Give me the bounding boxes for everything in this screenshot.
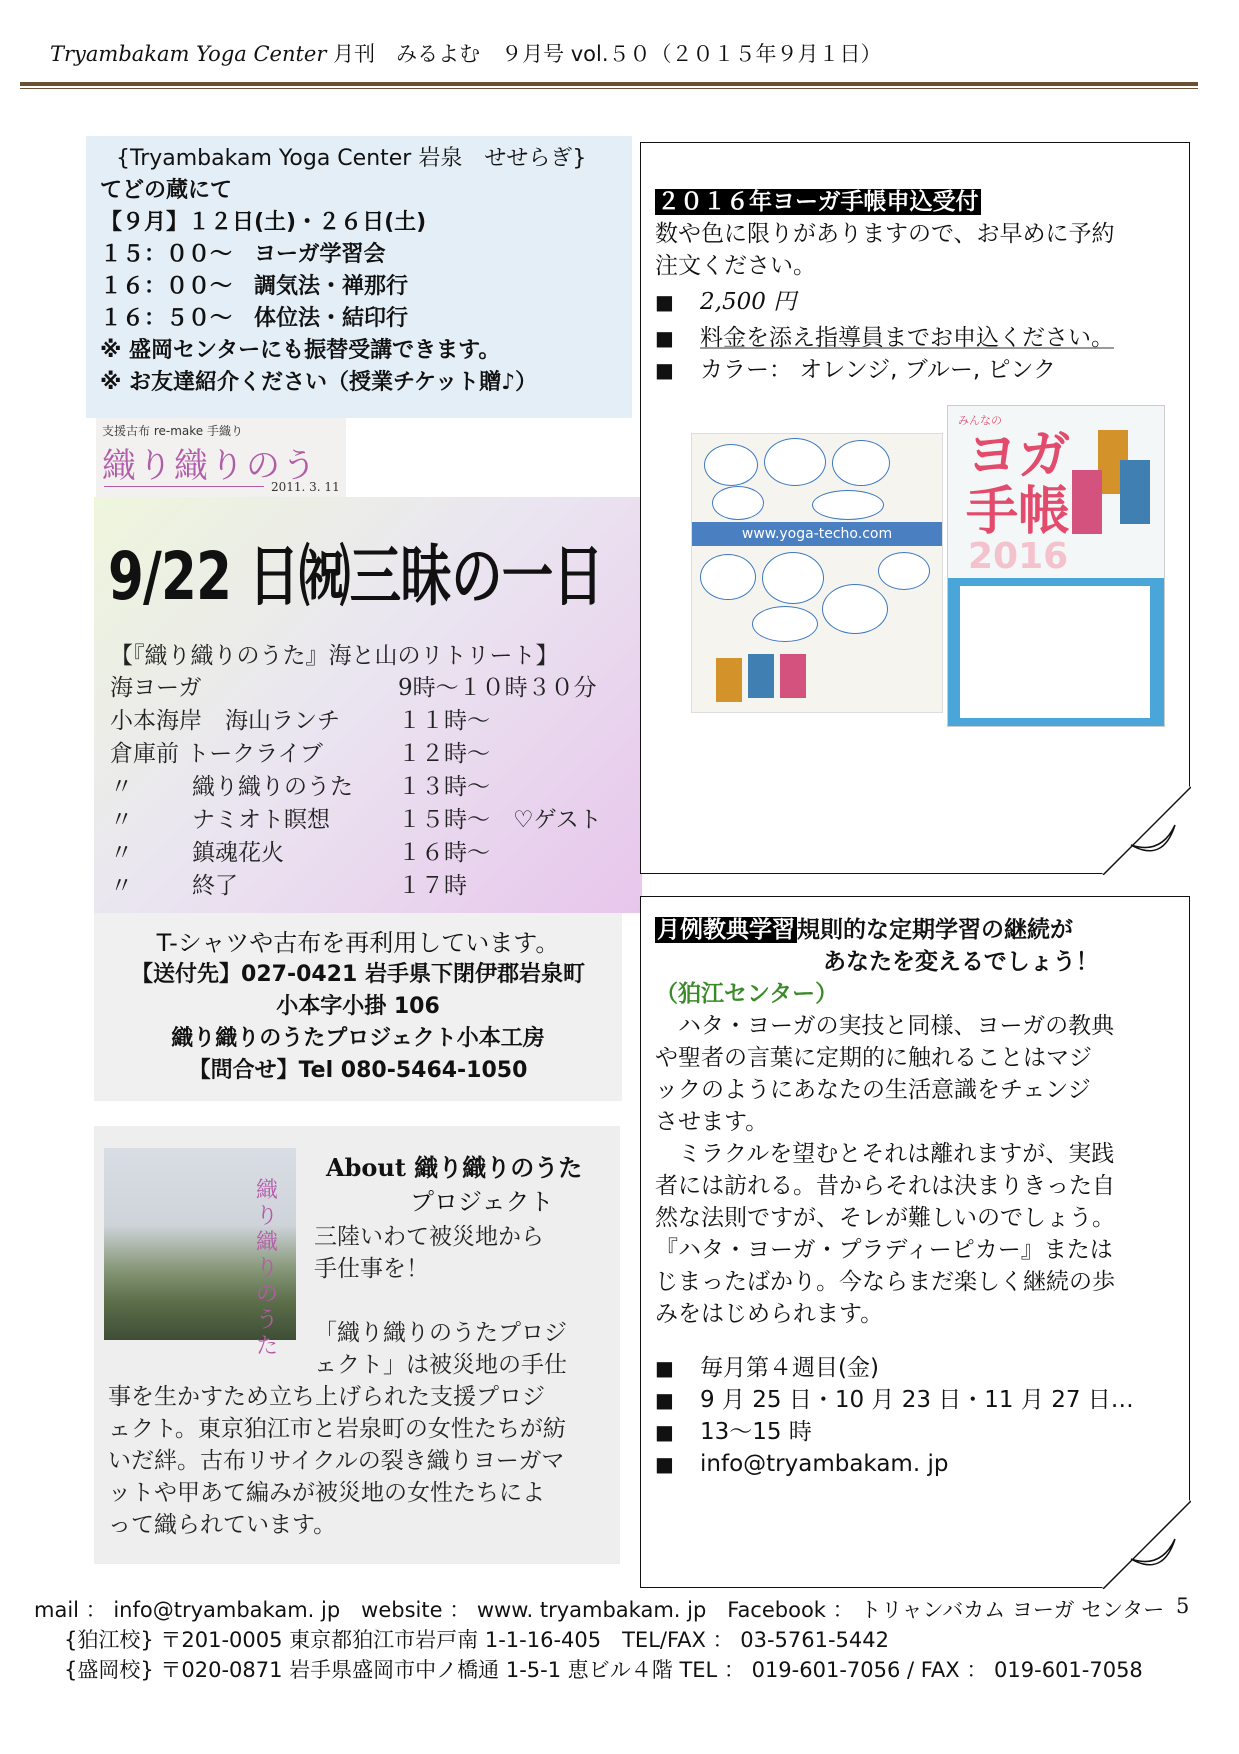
study-detail-item: ■ 9 月 25 日・10 月 23 日・11 月 27 日…: [655, 1387, 1134, 1413]
event-sub-activity: ナミオト瞑想: [192, 807, 330, 833]
iwaizumi-note-2: ※ お友達紹介ください（授業チケット贈♪）: [100, 370, 538, 395]
page-curl-icon: [1101, 1499, 1191, 1589]
event-title: 9/22 日㈷三昧の一日: [108, 538, 604, 615]
event-activity: 倉庫前 トークライブ: [110, 741, 323, 767]
about-side-4: ェクト」は被災地の手仕: [314, 1352, 567, 1378]
speech-bubble-icon: [704, 444, 758, 486]
iwaizumi-dates: 【９月】１２日(土)・２６日(土): [100, 210, 427, 235]
event-activity: 〃: [110, 873, 133, 899]
yoga-techo-image: [691, 405, 1163, 745]
iwaizumi-note-1: ※ 盛岡センターにも振替受講できます。: [100, 338, 501, 363]
bullet-square-icon: ■: [655, 1356, 674, 1380]
techo-price: ■ 2,500 円: [655, 289, 797, 315]
event-sub-activity: 終了: [192, 873, 238, 899]
study-paragraph-line: ハタ・ヨーガの実技と同様、ヨーガの教典: [655, 1013, 1115, 1039]
study-headline-2: あなたを変えるでしょう！: [823, 949, 1099, 975]
event-sub-activity: 鎮魂花火: [192, 840, 284, 866]
study-paragraph-line: 『ハタ・ヨーガ・プラディーピカー』または: [655, 1237, 1113, 1263]
cover-calendar: [948, 578, 1164, 726]
event-row: [110, 834, 630, 864]
page-curl-icon: [1101, 785, 1191, 875]
cover-title: ヨガ 手帳: [966, 426, 1071, 542]
study-paragraph-line: ミラクルを望むとそれは離れますが、実践: [655, 1141, 1115, 1167]
brand-name: Tryambakam Yoga Center: [50, 42, 327, 66]
event-activity: 小本海岸 海山ランチ: [110, 708, 340, 734]
about-body-4: ットや甲あて編みが被災地の女性たちによ: [108, 1480, 545, 1506]
study-paragraph-line: や聖者の言葉に定期的に触れることはマジ: [655, 1045, 1092, 1071]
orioriuta-logo: [96, 418, 346, 498]
event-row: [110, 735, 630, 765]
logo-tagline: 支援古布 re-make 手織り: [102, 424, 243, 438]
bullet-square-icon: ■: [655, 290, 674, 314]
iwaizumi-time-1: １５：００～ ヨーガ学習会: [100, 242, 386, 267]
techo-apply: ■ 料金を添え指導員までお申込ください。: [655, 325, 1114, 351]
about-heading-2: プロジェクト: [410, 1188, 554, 1216]
speech-bubble-icon: [764, 438, 826, 486]
event-time: １２時～: [398, 741, 490, 767]
page-number: 5: [1176, 1594, 1190, 1618]
study-headline: 月例教典学習規則的な定期学習の継続が: [657, 917, 1073, 943]
photo-caption: 織り織りのうた: [256, 1178, 279, 1359]
header-rule-thin: [20, 88, 1198, 89]
ship-intro: T-シャツや古布を再利用しています。: [156, 929, 560, 957]
notebook-blue: [1120, 460, 1150, 524]
techo-url: www.yoga-techo.com: [692, 522, 942, 546]
about-side-3: 「織り織りのうたプロジ: [314, 1320, 567, 1346]
event-subtitle: 【『織り織りのうた』海と山のリトリート】: [110, 643, 559, 669]
about-side-2: 手仕事を！: [314, 1256, 429, 1282]
techo-cover: [947, 405, 1165, 727]
techo-heading: ２０１６年ヨーガ手帳申込受付: [657, 189, 979, 215]
event-time: １３時～: [398, 774, 490, 800]
header-rule: [20, 82, 1198, 86]
ship-contact: 【問合せ】Tel 080-5464-1050: [188, 1058, 528, 1083]
bullet-square-icon: ■: [655, 1420, 674, 1444]
about-heading: About 織り織りのうた: [326, 1153, 583, 1182]
about-project-box: [94, 1126, 620, 1564]
speech-bubble-icon: [752, 606, 818, 642]
speech-bubble-icon: [700, 554, 756, 600]
event-activity: 海ヨーガ: [110, 675, 202, 701]
event-row: [110, 867, 630, 897]
ship-address-1: 【送付先】027-0421 岩手県下閉伊郡岩泉町: [131, 962, 585, 987]
coast-photo: [104, 1148, 296, 1359]
bullet-square-icon: ■: [655, 1388, 674, 1412]
about-body-5: って織られています。: [108, 1512, 337, 1538]
page-header: [50, 38, 1210, 72]
about-body-1: 事を生かすため立ち上げられた支援プロジ: [108, 1384, 545, 1410]
study-paragraph-line: 然な法則ですが、そレが難しいのでしょう。: [655, 1205, 1115, 1231]
about-body-3: いだ絆。古布リサイクルの裂き織りヨーガマ: [108, 1448, 565, 1474]
event-sub-activity: 織り織りのうた: [192, 774, 353, 800]
study-detail-item: ■ 毎月第４週目(金): [655, 1355, 879, 1381]
bullet-square-icon: ■: [655, 326, 674, 350]
iwaizumi-time-3: １６：５０～ 体位法・結印行: [100, 306, 409, 331]
speech-bubble-icon: [712, 486, 764, 520]
event-activity: 〃: [110, 774, 133, 800]
study-paragraph-line: みをはじめられます。: [655, 1301, 884, 1327]
iwaizumi-venue: てどの蔵にて: [100, 178, 233, 203]
iwaizumi-title: {Tryambakam Yoga Center 岩泉 せせらぎ}: [116, 146, 587, 171]
techo-desc-2: 注文ください。: [655, 253, 816, 279]
event-time: １７時: [398, 873, 467, 899]
cover-year: 2016: [968, 536, 1069, 577]
event-row: [110, 702, 630, 732]
issue-info: 月刊 みるよむ ９月号 vol.５０（２０１５年９月１日）: [326, 42, 882, 66]
logo-name: 織り織りのう: [102, 446, 318, 486]
footer-morioka-address: {盛岡校} 〒020-0871 岩手県盛岡市中ノ橋通 1-5-1 恵ビル４階 TEL ： 019-601-7056 / FAX ： 019-601-7058: [64, 1658, 1143, 1682]
speech-bubble-icon: [762, 552, 824, 604]
speech-bubble-icon: [832, 440, 890, 486]
logo-date: 2011. 3. 11: [271, 480, 340, 494]
logo-rule: [104, 486, 264, 487]
about-side-1: 三陸いわて被災地から: [314, 1224, 544, 1250]
bullet-square-icon: ■: [655, 1452, 674, 1476]
retreat-event-box: [94, 497, 642, 913]
about-body-2: ェクト。東京狛江市と岩泉町の女性たちが紡: [108, 1416, 566, 1442]
speech-bubble-icon: [878, 552, 930, 590]
event-time: １５時～ ♡ゲスト: [398, 807, 602, 833]
event-time: １１時～: [398, 708, 490, 734]
event-row: [110, 768, 630, 798]
study-detail-item: ■ info@tryambakam. jp: [655, 1451, 949, 1477]
study-paragraph-line: じまったばかり。今ならまだ楽しく継続の歩: [655, 1269, 1115, 1295]
iwaizumi-schedule-box: [86, 136, 632, 418]
speech-bubble-icon: [812, 490, 884, 520]
speech-bubble-icon: [822, 584, 888, 634]
swatch-orange: [716, 658, 742, 702]
cover-small-text: みんなの: [958, 414, 1002, 427]
footer-komae-address: {狛江校} 〒201-0005 東京都狛江市岩戸南 1-1-16-405 TEL/FAX ： 03-5761-5442: [64, 1628, 889, 1652]
study-paragraph-line: ックのようにあなたの生活意識をチェンジ: [655, 1077, 1091, 1103]
event-time: １６時～: [398, 840, 490, 866]
event-row: [110, 801, 630, 831]
shipping-info-box: [94, 913, 622, 1101]
ship-address-2: 小本字小掛 106: [276, 994, 440, 1019]
study-detail-item: ■ 13～15 時: [655, 1419, 812, 1445]
study-paragraph-line: 者には訪れる。昔からそれは決まりきった自: [655, 1173, 1115, 1199]
event-activity: 〃: [110, 807, 133, 833]
event-time: 9時～１０時３０分: [398, 675, 597, 701]
study-paragraph-line: させます。: [655, 1109, 769, 1135]
techo-desc-1: 数や色に限りがありますので、お早めに予約: [655, 221, 1115, 247]
ship-address-3: 織り織りのうたプロジェクト小本工房: [171, 1026, 545, 1051]
event-row: [110, 669, 630, 699]
bullet-square-icon: ■: [655, 358, 674, 382]
study-center: （狛江センター）: [655, 981, 839, 1007]
swatch-blue: [748, 654, 774, 698]
event-activity: 〃: [110, 840, 133, 866]
techo-colors: ■ カラー： オレンジ, ブルー, ピンク: [655, 357, 1057, 383]
notebook-pink: [1072, 470, 1102, 534]
techo-flyer: [691, 433, 943, 713]
yoga-techo-box: [640, 142, 1190, 874]
scripture-study-box: [640, 896, 1190, 1588]
iwaizumi-time-2: １６：００～ 調気法・禅那行: [100, 274, 409, 299]
footer-contact: mail ： info@tryambakam. jp website ： www. tryambakam. jp Facebook ： トリャンバカム ヨーガ センター: [34, 1598, 1165, 1622]
swatch-pink: [780, 654, 806, 698]
